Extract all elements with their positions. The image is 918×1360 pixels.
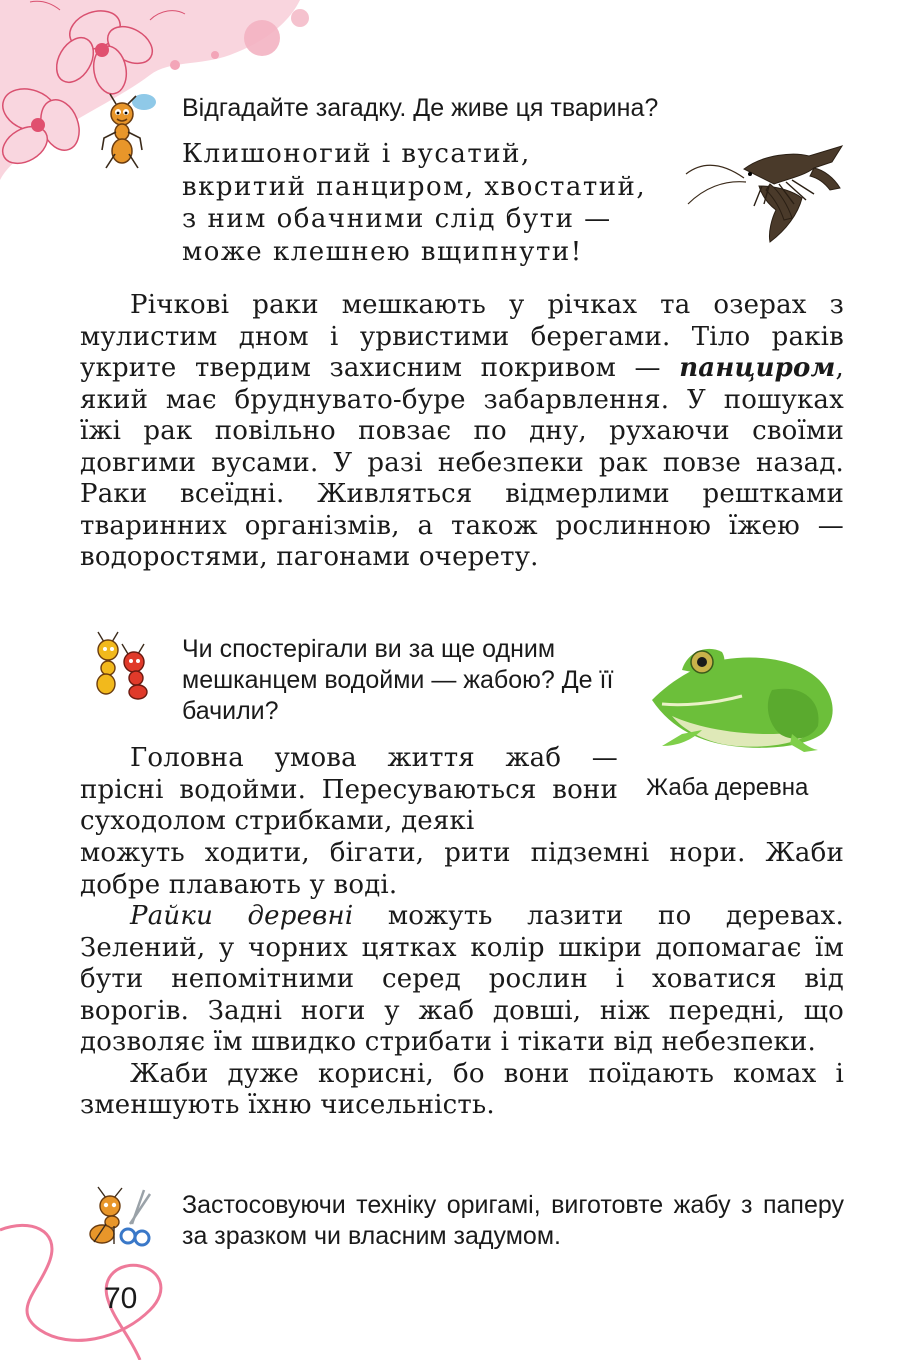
riddle-line: вкритий панциром, хвостатий, (182, 171, 647, 202)
crayfish-paragraph-text-end: , який має бруднувато-буре забарвлення. У пошуках їжі рак повільно повзає по дну, рухаючи своїми довгими вусами. У разі небезпеки рак повзе назад. Раки всеїдні. Живляться відмерлими рештками тваринних організмів, а також рослинною їжею — водоростями, пагонами очерету. (80, 353, 844, 572)
italic-term-tree-frogs: Райки деревні (130, 901, 354, 931)
swirl-decoration-icon (0, 1200, 200, 1360)
frog-paragraph-1-start (80, 743, 618, 838)
riddle-line: Клишоногий і вусатий, (182, 139, 531, 169)
riddle-line: з ним обачними слід бути — (182, 204, 612, 234)
frog-paragraph-1-end-text: можуть ходити, бігати, рити підземні нори. Жаби добре плавають у воді. (80, 838, 844, 900)
crayfish-paragraph (80, 290, 844, 574)
frog-paragraph-2-text: можуть лазити по деревах. Зелений, у чорних цятках колір шкіри допомагає їм бути непомітними серед рослин і ховатися від ворогів. Задні ноги у жаб довші, ніж передні, що дозволяє їм швидко стрибати і тікати від небезпеки. (80, 901, 844, 1057)
origami-task: Застосовуючи техніку оригамі, виготовте жабу з паперу за зразком чи власним задумом. (182, 1191, 844, 1250)
frog-caption: Жаба деревна (646, 774, 809, 801)
frog-paragraph-3: Жаби дуже корисні, бо вони поїдають комах і зменшують їхню чисельність. (80, 1058, 844, 1120)
riddle-text (182, 138, 692, 268)
ants-icon (86, 628, 158, 700)
frog-image (642, 630, 842, 758)
frog-paragraph-1-start-text: Головна умова життя жаб — прісні водойми. Пересуваються вони суходолом стрибками, деякі (80, 743, 618, 836)
frog-question: Чи спостерігали ви за ще одним мешканцем водойми — жабою? Де її бачили? (182, 635, 614, 725)
riddle-prompt: Відгадайте загадку. Де живе ця тварина? (182, 94, 659, 122)
page-number: 70 (104, 1282, 138, 1315)
crayfish-paragraph-text-start: Річкові раки мешкають у річках та озерах з мулистим дном і урвистими берегами. Тіло раків укрите твердим захисним покривом — (80, 290, 844, 383)
ant-icon (96, 92, 158, 172)
frog-paragraph-1-end (80, 838, 844, 1122)
crayfish-image (684, 134, 846, 246)
bold-term-shell: панциром (679, 353, 836, 383)
riddle-line: може клешнею вщипнути! (182, 236, 583, 267)
frog-paragraph-2 (80, 901, 844, 1059)
